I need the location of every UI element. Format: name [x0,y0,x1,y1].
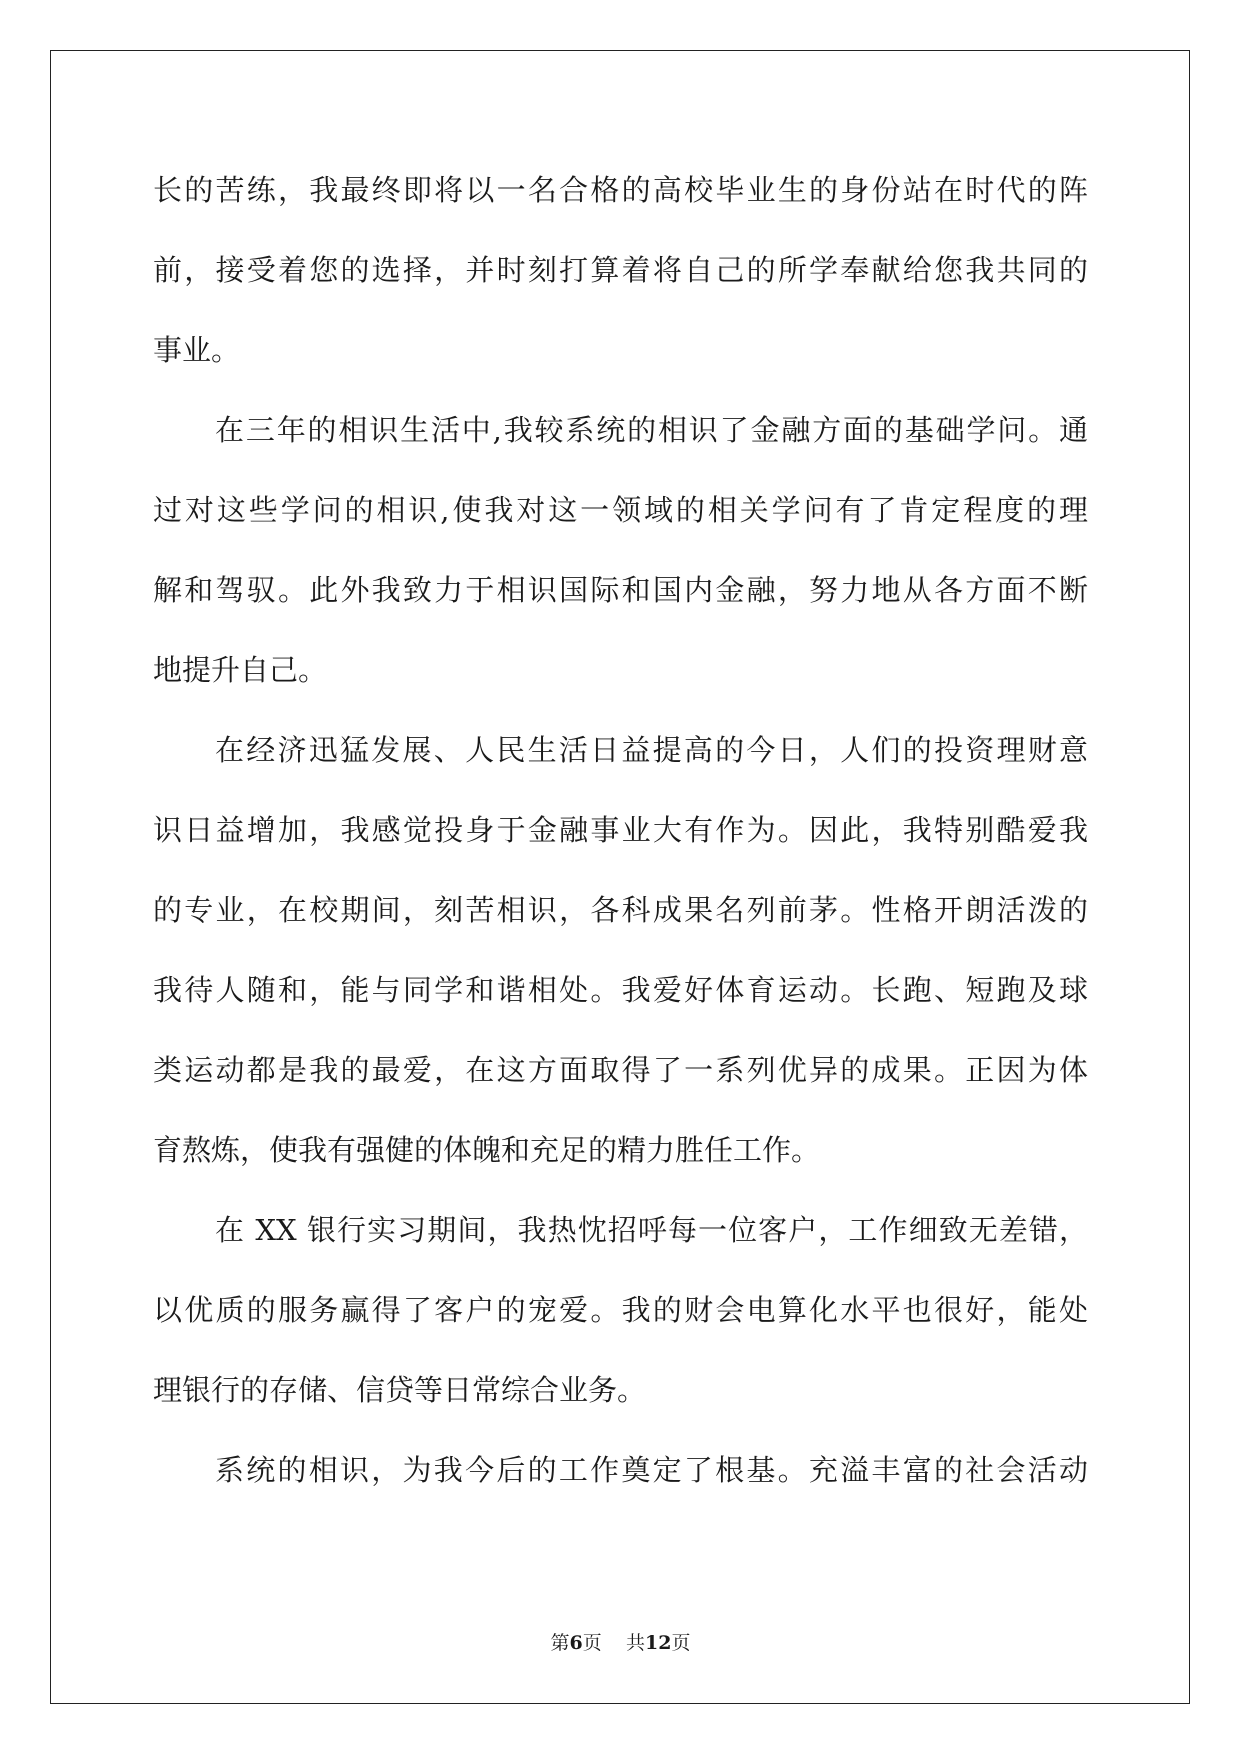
total-pages: 12 [644,1632,672,1654]
paragraph-line: 的专业，在校期间，刻苦相识，各科成果名列前茅。性格开朗活泼的 [153,893,1088,927]
page-number: 6 [569,1632,583,1654]
paragraph-line: 前，接受着您的选择，并时刻打算着将自己的所学奉献给您我共同的 [153,253,1088,287]
total-prefix: 共 [625,1632,645,1654]
page-footer [0,1631,1241,1655]
paragraph-line: 类运动都是我的最爱，在这方面取得了一系列优异的成果。正因为体 [153,1053,1088,1087]
paragraph-line: 过对这些学问的相识,使我对这一领域的相关学问有了肯定程度的理 [153,493,1088,527]
paragraph-line: 长的苦练，我最终即将以一名合格的高校毕业生的身份站在时代的阵 [153,173,1088,207]
paragraph-line: 育熬炼，使我有强健的体魄和充足的精力胜任工作。 [153,1133,821,1167]
paragraph-line: 系统的相识，为我今后的工作奠定了根基。充溢丰富的社会活动 [215,1453,1088,1487]
paragraph-line: 以优质的服务赢得了客户的宠爱。我的财会电算化水平也很好，能处 [153,1293,1088,1327]
document-body [153,160,1088,1520]
paragraph-line: 在三年的相识生活中,我较系统的相识了金融方面的基础学问。通 [215,413,1088,447]
paragraph-line: 地提升自己。 [153,653,328,687]
paragraph-line: 我待人随和，能与同学和谐相处。我爱好体育运动。长跑、短跑及球 [153,973,1088,1007]
page-unit: 页 [582,1632,602,1654]
page-prefix: 第 [550,1632,570,1654]
total-unit: 页 [671,1632,691,1654]
paragraph-line: 在 XX 银行实习期间，我热忱招呼每一位客户，工作细致无差错， [215,1213,1088,1247]
paragraph-line: 解和驾驭。此外我致力于相识国际和国内金融，努力地从各方面不断 [153,573,1088,607]
paragraph-line: 理银行的存储、信贷等日常综合业务。 [153,1373,647,1407]
paragraph-line: 事业。 [153,333,241,367]
paragraph-line: 识日益增加，我感觉投身于金融事业大有作为。因此，我特别酷爱我 [153,813,1088,847]
paragraph-line: 在经济迅猛发展、人民生活日益提高的今日，人们的投资理财意 [215,733,1088,767]
